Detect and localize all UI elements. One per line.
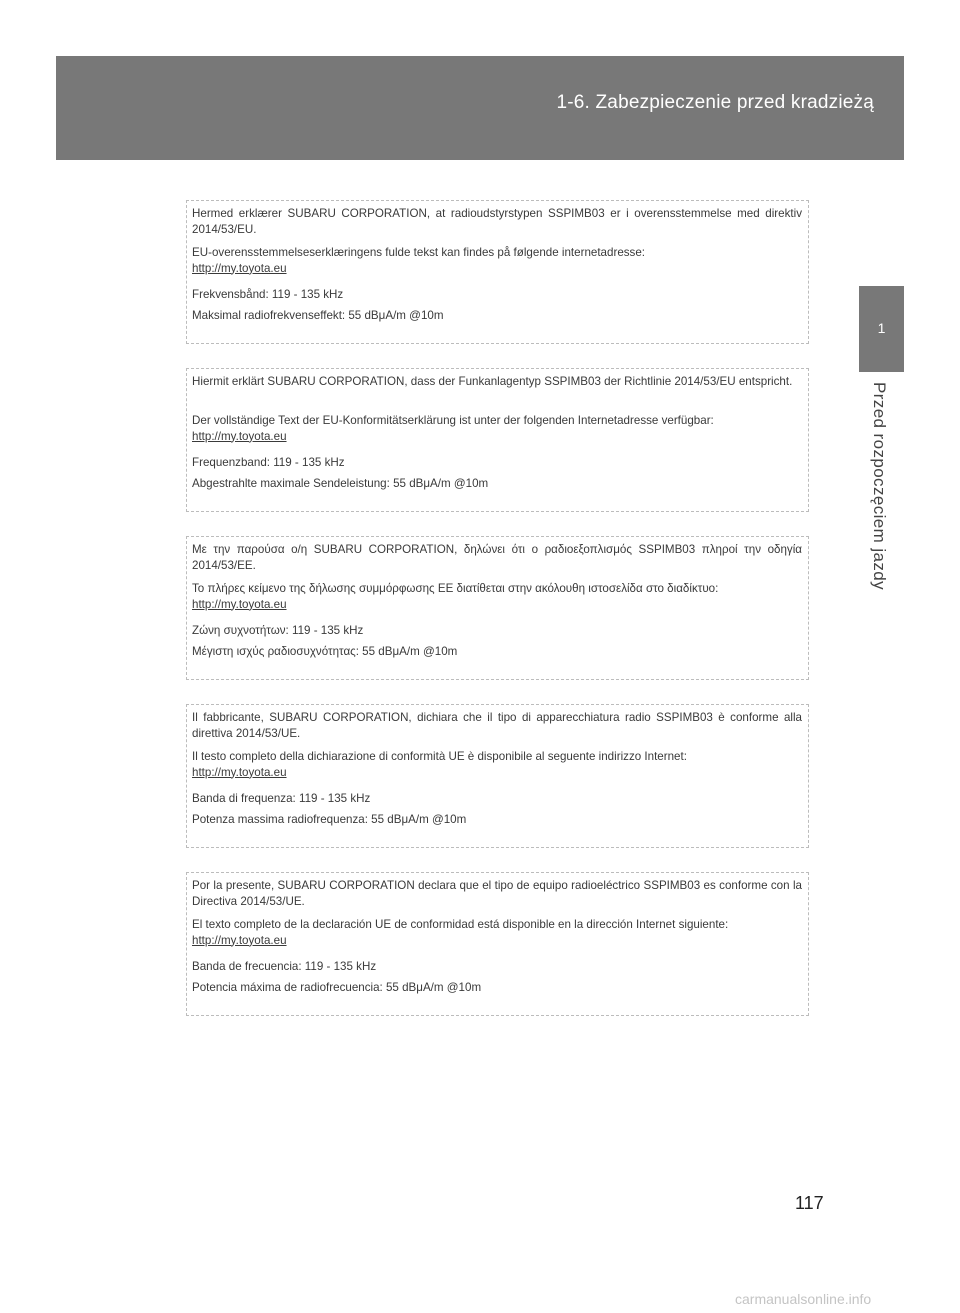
declaration-list	[186, 200, 809, 1040]
page-number: 117	[795, 1193, 824, 1213]
declaration-info: EU-overensstemmelseserklæringens fulde tekst kan findes på følgende internetadresse:	[192, 246, 646, 259]
declaration-link[interactable]: http://my.toyota.eu	[192, 261, 287, 275]
frequency-band: Frequenzband: 119 - 135 kHz	[192, 456, 345, 469]
chapter-tab	[859, 286, 904, 372]
declaration-danish	[186, 200, 809, 344]
max-power: Μέγιστη ισχύς ραδιοσυχνότητας: 55 dBμA/m @10m	[192, 644, 458, 658]
declaration-greek	[186, 536, 809, 680]
declaration-link[interactable]: http://my.toyota.eu	[192, 429, 287, 443]
declaration-italian	[186, 704, 809, 848]
watermark: carmanualsonline.info	[735, 1291, 872, 1307]
declaration-info: Il testo completo della dichiarazione di conformità UE è disponibile al seguente indirizzo Internet:	[192, 750, 687, 763]
max-power: Potencia máxima de radiofrecuencia: 55 dBμA/m @10m	[192, 980, 482, 994]
chapter-label: Przed rozpoczęciem jazdy	[870, 382, 889, 591]
declaration-statement: Por la presente, SUBARU CORPORATION declara que el tipo de equipo radioeléctrico SSPIMB03 es conforme con la Directiva 2014/53/UE.	[192, 879, 802, 908]
declaration-info: Der vollständige Text der EU-Konformitätserklärung ist unter der folgenden Internetadresse verfügbar:	[192, 414, 714, 427]
frequency-band: Ζώνη συχνοτήτων: 119 - 135 kHz	[192, 624, 364, 637]
declaration-info: El texto completo de la declaración UE de conformidad está disponible en la dirección Internet siguiente:	[192, 918, 729, 931]
max-power: Potenza massima radiofrequenza: 55 dBμA/m @10m	[192, 812, 467, 826]
frequency-band: Banda di frequenza: 119 - 135 kHz	[192, 792, 371, 805]
declaration-spanish	[186, 872, 809, 1016]
max-power: Maksimal radiofrekvenseffekt: 55 dBμA/m @10m	[192, 308, 444, 322]
declaration-statement: Hermed erklærer SUBARU CORPORATION, at radioudstyrstypen SSPIMB03 er i overensstemmelse med direktiv 2014/53/EU.	[192, 207, 802, 236]
frequency-band: Banda de frecuencia: 119 - 135 kHz	[192, 960, 377, 973]
header-band	[56, 56, 904, 160]
frequency-band: Frekvensbånd: 119 - 135 kHz	[192, 288, 344, 301]
max-power: Abgestrahlte maximale Sendeleistung: 55 dBμA/m @10m	[192, 476, 489, 490]
declaration-link[interactable]: http://my.toyota.eu	[192, 765, 287, 779]
declaration-info: Το πλήρες κείμενο της δήλωσης συμμόρφωσης ΕΕ διατίθεται στην ακόλουθη ιστοσελίδα στο διαδίκτυο:	[192, 582, 719, 595]
chapter-number: 1	[877, 320, 886, 336]
declaration-link[interactable]: http://my.toyota.eu	[192, 597, 287, 611]
declaration-link[interactable]: http://my.toyota.eu	[192, 933, 287, 947]
declaration-statement: Hiermit erklärt SUBARU CORPORATION, dass der Funkanlagentyp SSPIMB03 der Richtlinie 2014/53/EU entspricht.	[192, 375, 793, 388]
section-title: 1-6. Zabezpieczenie przed kradzieżą	[556, 92, 874, 113]
declaration-german	[186, 368, 809, 512]
declaration-statement: Il fabbricante, SUBARU CORPORATION, dichiara che il tipo di apparecchiatura radio SSPIMB03 è conforme alla direttiva 2014/53/UE.	[192, 711, 802, 740]
declaration-statement: Με την παρούσα ο/η SUBARU CORPORATION, δηλώνει ότι ο ραδιοεξοπλισμός SSPIMB03 πληροί την οδηγία 2014/53/ΕΕ.	[192, 543, 802, 572]
